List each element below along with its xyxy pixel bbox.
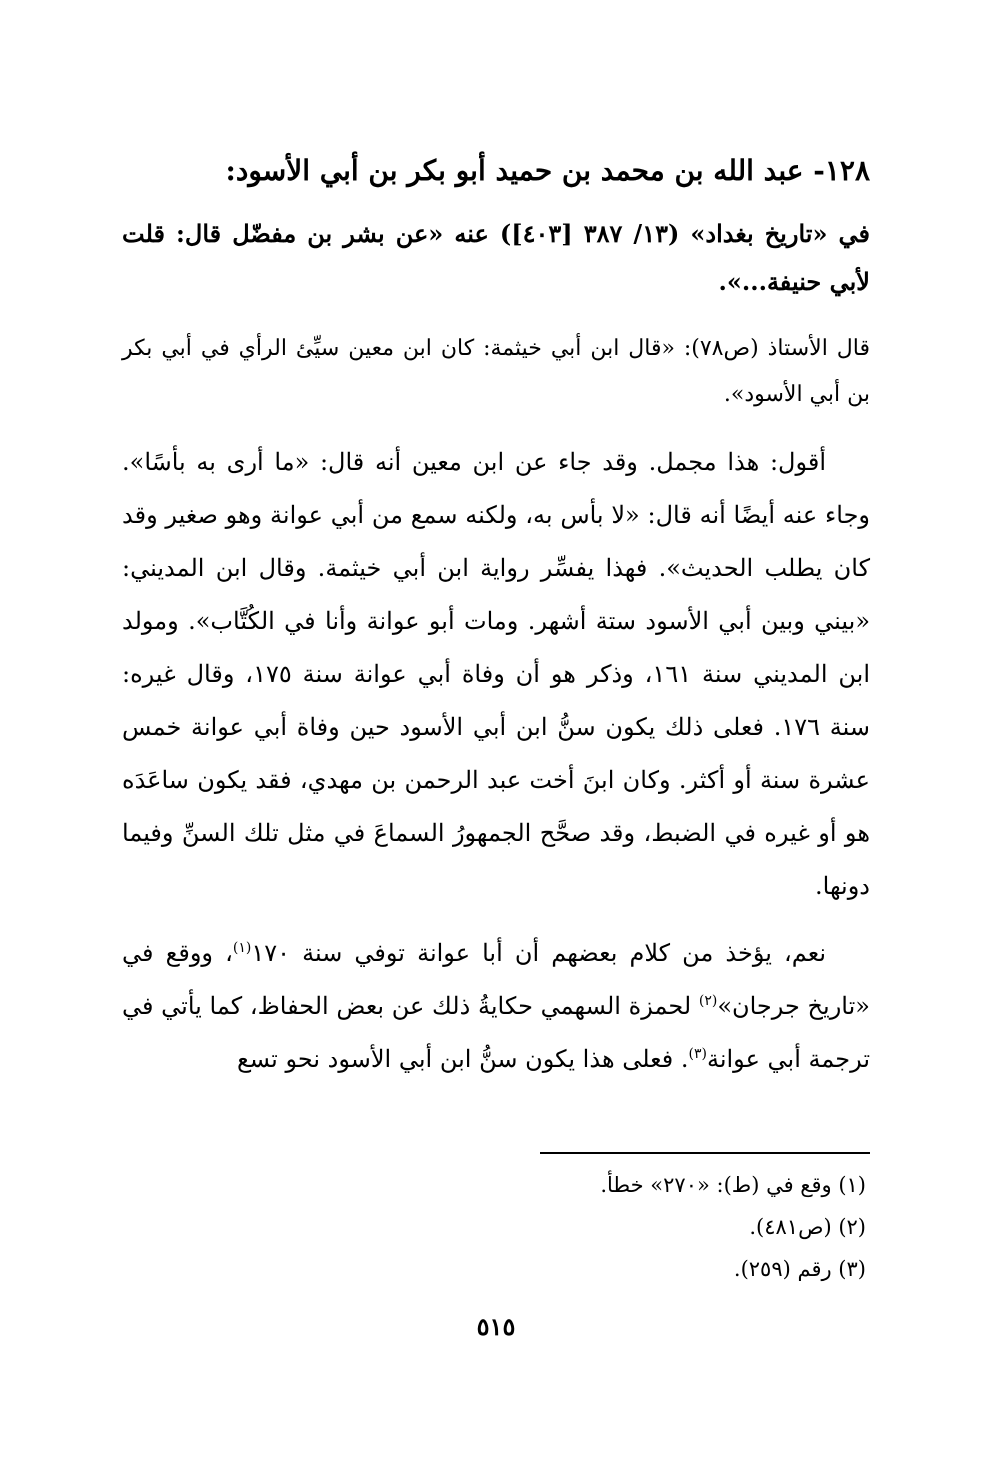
footnote-divider — [540, 1152, 870, 1154]
footnote-ref-3: (٣) — [688, 1046, 707, 1062]
final-text-3: لحمزة السهمي حكايةُ ذلك عن بعض الحفاظ، كما يأتي في ترجمة أبي عوانة — [122, 992, 870, 1073]
final-paragraph — [122, 927, 870, 1086]
main-text — [122, 148, 870, 1100]
final-text-4: . فعلى هذا يكون سنُّ ابن أبي الأسود نحو تسع — [236, 1045, 689, 1073]
entry-heading: ١٢٨- عبد الله بن محمد بن حميد أبو بكر بن أبي الأسود: — [225, 154, 870, 187]
final-text-2: ، ووقع في «تاريخ جرجان» — [122, 939, 870, 1020]
response-paragraph: أقول: هذا مجمل. وقد جاء عن ابن معين أنه قال: «ما أرى به بأسًا». وجاء عنه أيضًا أنه قال: «لا بأس به، ولكنه سمع من أبي عوانة وهو صغير وقد كان يطلب الحديث». فهذا يفسِّر رواية ابن أبي خيثمة. وقال ابن المديني: «بيني وبين أبي الأسود ستة أشهر. ومات أبو عوانة وأنا في الكُتَّاب». ومولد ابن المديني سنة ١٦١، وذكر هو أن وفاة أبي عوانة سنة ١٧٥، وقال غيره: سنة ١٧٦. فعلى ذلك يكون سنُّ ابن أبي الأسود حين وفاة أبي عوانة خمس عشرة سنة أو أكثر. وكان ابنَ أخت عبد الرحمن بن مهدي، فقد يكون ساعَدَه هو أو غيره في الضبط، وقد صحَّح الجمهورُ السماعَ في مثل تلك السنِّ وفيما دونها. — [122, 448, 871, 900]
final-text-1: نعم، يؤخذ من كلام بعضهم أن أبا عوانة توفي سنة ١٧٠ — [251, 939, 826, 967]
page-number: ٥١٥ — [476, 1312, 516, 1341]
footnotes — [266, 1164, 866, 1290]
footnote-1: (١) وقع في (ط): «٢٧٠» خطأ. — [600, 1173, 866, 1197]
source-quote: في «تاريخ بغداد» (١٣/ ٣٨٧ [٤٠٣]) عنه «عن بشر بن مفضّل قال: قلت لأبي حنيفة...». — [122, 219, 870, 296]
ustadh-paragraph: قال الأستاذ (ص٧٨): «قال ابن أبي خيثمة: كان ابن معين سيِّئ الرأي في أبي بكر بن أبي الأسود». — [122, 336, 870, 407]
footnote-ref-2: (٢) — [698, 993, 718, 1009]
footnote-ref-1: (١) — [232, 940, 252, 956]
footnote-3: (٣) رقم (٢٥٩). — [733, 1257, 866, 1281]
footnote-2: (٢) (ص٤٨١). — [749, 1215, 866, 1239]
